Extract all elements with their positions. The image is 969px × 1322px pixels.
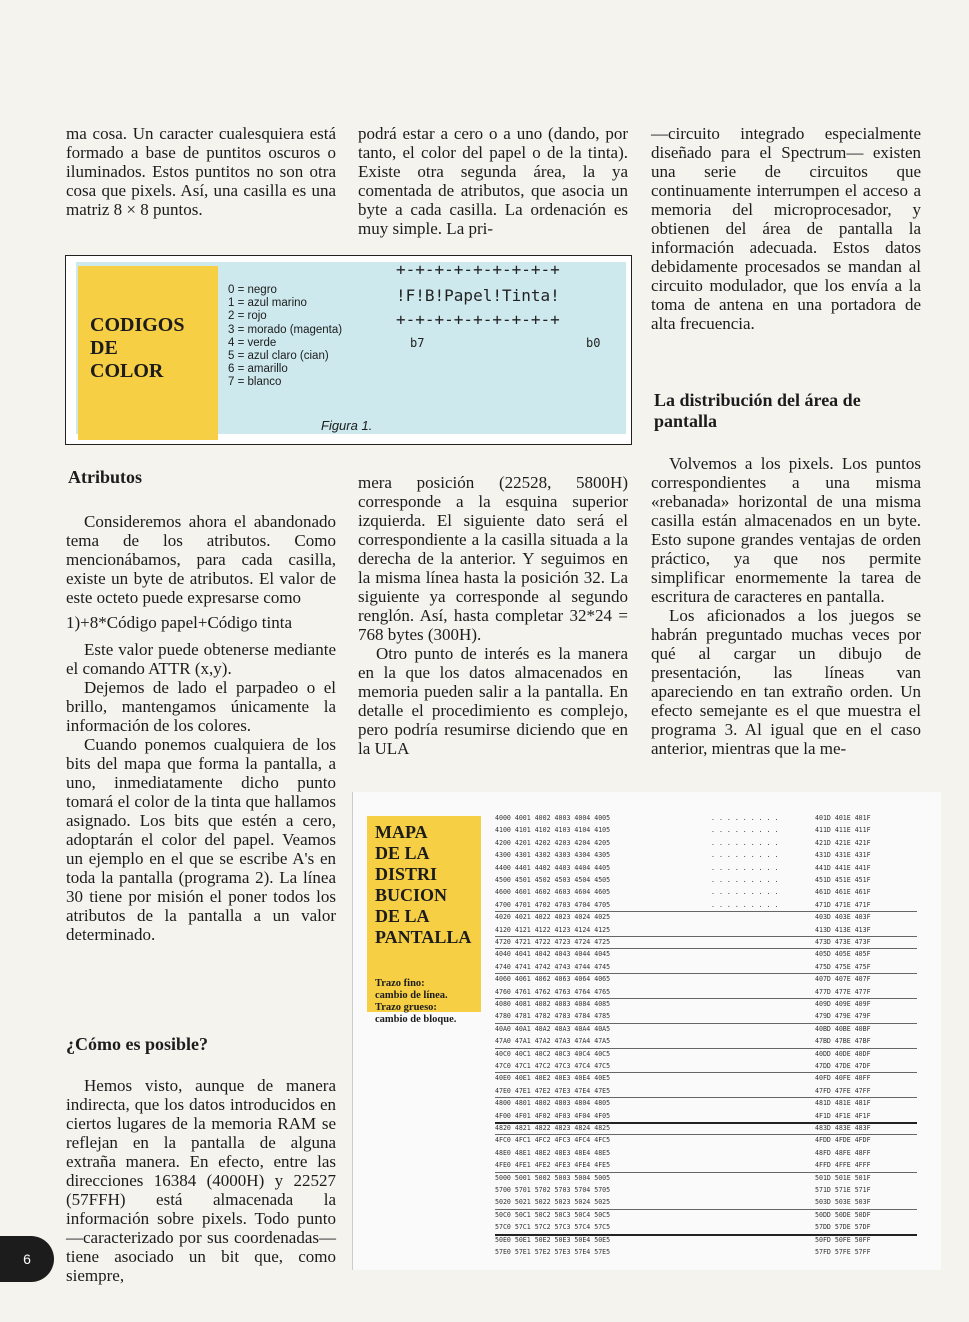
legend-line: cambio de bloque. [375,1014,457,1025]
address-row-left: 48E0 48E1 48E2 48E3 48E4 48E5 [495,1148,611,1157]
address-row-right: 47DD 47DE 47DF [815,1062,871,1070]
paragraph: Este valor puede obtenerse mediante el comando ATTR (x,y). [66,640,336,678]
address-row-right: 411D 411E 411F [815,826,871,835]
address-row-left: 4500 4501 4502 4503 4504 4505 [495,876,611,884]
address-row-right: 421D 421E 421F [815,838,871,847]
legend-line: Trazo grueso: [375,1002,437,1013]
address-row-right: 479D 479E 479F [815,1012,871,1021]
address-row-left: 4600 4601 4602 4603 4604 4605 [495,888,611,897]
page-number: 6 [0,1236,54,1282]
color-code: 4 = verde [228,336,277,349]
section-heading-como: ¿Cómo es posible? [66,1034,209,1054]
paragraph: Consideremos ahora el abandonado tema de los atributos. Como mencionábamos, para cada casilla, existe un byte de atributos. El valor de este octeto puede expresarse como [66,512,336,607]
column2-continuation [358,473,628,758]
column3-distribucion [651,454,921,758]
address-row-left: 4720 4721 4722 4723 4724 4725 [495,938,611,946]
address-row-left: 50E0 50E1 50E2 50E3 50E4 50E5 [495,1235,611,1244]
address-row-left: 4040 4041 4042 4043 4044 4045 [495,950,611,959]
line-separator [495,998,917,999]
address-row-right: 409D 409E 409F [815,1000,871,1008]
address-row-left: 50C0 50C1 50C2 50C3 50C4 50C5 [495,1210,611,1219]
ellipsis-dots: . . . . . . . . . [711,876,779,884]
address-row-left: 47E0 47E1 47E2 47E3 47E4 47E5 [495,1086,611,1095]
line-separator [495,911,917,912]
figure-color-codes [65,255,632,445]
address-row-left: 5020 5021 5022 5023 5024 5025 [495,1198,611,1207]
line-separator [495,936,917,937]
address-row-left: 4F00 4F01 4F02 4F03 4F04 4F05 [495,1111,611,1120]
address-row-right: 407D 407E 407F [815,975,871,984]
address-row-right: 4F1D 4F1E 4F1F [815,1111,871,1120]
address-row-right: 481D 481E 481F [815,1099,871,1108]
address-row-left: 4000 4001 4002 4003 4004 4005 [495,814,611,822]
address-row-left: 4780 4781 4782 4783 4784 4785 [495,1012,611,1021]
address-row-right: 40DD 40DE 40DF [815,1049,871,1058]
address-row-right: 571D 571E 571F [815,1186,871,1194]
address-row-left: 4800 4801 4802 4803 4804 4805 [495,1099,611,1108]
ellipsis-dots: . . . . . . . . . [711,814,779,822]
address-row-right: 475D 475E 475F [815,962,871,971]
address-row-right: 48FD 48FE 48FF [815,1148,871,1157]
address-row-left: 4100 4101 4102 4103 4104 4105 [495,826,611,835]
address-row-right: 40BD 40BE 40BF [815,1024,871,1033]
title-line: MAPA [375,822,428,842]
legend-line: cambio de línea. [375,990,448,1001]
paragraph: ma cosa. Un caracter cualesquiera está formado a base de puntitos oscuros o iluminados. Estos puntitos no son otra cosa que pixels. Así, una casilla es una matriz 8 × 8 puntos. [66,124,336,219]
attribute-byte-layout: !F!B!Papel!Tinta! [396,286,560,305]
figure-screen-memory-map [352,792,941,1270]
paragraph: Hemos visto, aunque de manera indirecta, que los datos introducidos en ciertos lugares de la memoria RAM se reflejan en la pantalla de alguna extraña manera. En efecto, entre las direcciones 16384 (4000H) y 22527 (57FFH) está almacenada la información sobre pixels. Todo punto —caracterizado por sus coordenadas— tiene asociado un bit que, como siempre, [66,1076,336,1285]
color-code: 6 = amarillo [228,363,288,376]
section-heading-distribucion: La distribución del área de pantalla [654,390,861,431]
ellipsis-dots: . . . . . . . . . [711,838,779,847]
paragraph: Los aficionados a los juegos se habrán preguntado muchas veces por qué al cargar un dibujo de presentación, las líneas van apareciendo en tan extraño orden. Un efecto semejante es el que muestra el programa 3. Al igual que en el caso anterior, mientras que la me- [651,606,921,758]
address-row-left: 4120 4121 4122 4123 4124 4125 [495,925,611,934]
line-separator [495,1209,917,1210]
address-row-right: 503D 503E 503F [815,1198,871,1207]
line-separator [495,1048,917,1049]
ellipsis-dots: . . . . . . . . . [711,863,779,872]
address-row-right: 441D 441E 441F [815,863,871,872]
column1-atributos [66,512,336,944]
figure-title-box [367,816,481,1025]
address-row-right: 4FDD 4FDE 4FDF [815,1136,871,1145]
address-row-left: 40C0 40C1 40C2 40C3 40C4 40C5 [495,1049,611,1058]
address-row-left: 4FE0 4FE1 4FE2 4FE3 4FE4 4FE5 [495,1161,611,1170]
column1-como [66,1076,336,1285]
address-row-right: 57FD 57FE 57FF [815,1248,871,1256]
address-row-right: 4FFD 4FFE 4FFF [815,1161,871,1170]
address-row-right: 57DD 57DE 57DF [815,1223,871,1232]
figure-title-box [78,266,218,440]
color-code: 5 = azul claro (cian) [228,350,329,363]
column1-intro [66,124,336,219]
address-row-left: 40E0 40E1 40E2 40E3 40E4 40E5 [495,1074,611,1083]
address-row-right: 47BD 47BE 47BF [815,1037,871,1046]
address-row-left: 4740 4741 4742 4743 4744 4745 [495,962,611,971]
address-row-left: 4020 4021 4022 4023 4024 4025 [495,913,611,922]
address-row-left: 40A0 40A1 40A2 40A3 40A4 40A5 [495,1024,611,1033]
title-line: DE [90,337,118,359]
paragraph: Cuando ponemos cualquiera de los bits del mapa que forma la pantalla, a uno, inmediatamente dicho punto tomará el color de la tinta que hallamos asignado. Los bits que estén a cero, adoptarán el color del papel. Veamos un ejemplo en el que se escribe A's en toda la pantalla (programa 2). La línea 30 tiene por misión el poner todos los atributos de la pantalla a un valor determinado. [66,735,336,944]
ellipsis-dots: . . . . . . . . . [711,851,779,860]
line-separator [495,1172,917,1173]
address-row-right: 50FD 50FE 50FF [815,1235,871,1244]
address-row-right: 50DD 50DE 50DF [815,1210,871,1219]
address-row-right: 403D 403E 403F [815,913,871,922]
line-separator [495,1134,917,1135]
color-code-list [228,284,342,390]
title-line: PANTALLA [375,927,472,947]
address-row-left: 4060 4061 4062 4063 4064 4065 [495,975,611,984]
address-row-left: 4FC0 4FC1 4FC2 4FC3 4FC4 4FC5 [495,1136,611,1145]
address-row-left: 4200 4201 4202 4203 4204 4205 [495,838,611,847]
attribute-border-top: +-+-+-+-+-+-+-+-+ [396,260,560,279]
color-code: 0 = negro [228,284,277,296]
address-row-right: 47FD 47FE 47FF [815,1086,871,1095]
title-line: DE LA [375,906,430,926]
title-line: DISTRI [375,864,438,884]
address-row-right: 483D 483E 483F [815,1124,871,1132]
address-row-left: 4080 4081 4082 4083 4084 4085 [495,1000,611,1008]
address-row-left: 5700 5701 5702 5703 5704 5705 [495,1186,611,1194]
address-row-left: 4400 4401 4402 4403 4404 4405 [495,863,611,872]
figure-caption: Figura 1. [321,418,373,433]
paragraph: Volvemos a los pixels. Los puntos correspondientes a una misma «rebanada» horizontal de una misma casilla están almacenados en un byte. Esto supone grandes ventajas de orden práctico, ya que nos permite simplificar enormemente la tarea de escritura de caracteres en pantalla. [651,454,921,606]
figure-title [375,822,471,948]
address-row-left: 4700 4701 4702 4703 4704 4705 [495,900,611,909]
legend-line: Trazo fino: [375,978,425,989]
address-row-right: 461D 461E 461F [815,888,871,897]
title-line: CODIGOS [90,314,185,336]
paragraph: Otro punto de interés es la manera en la que los datos almacenados en memoria pueden salir a la pantalla. En detalle el procedimiento es complejo, pero podría resumirse diciendo que en la ULA [358,644,628,758]
line-separator [495,1072,917,1073]
address-row-right: 431D 431E 431F [815,851,871,860]
title-line: BUCION [375,885,448,905]
address-row-left: 47C0 47C1 47C2 47C3 47C4 47C5 [495,1062,611,1070]
formula: 1)+8*Código papel+Código tinta [66,613,292,632]
paragraph: —circuito integrado especialmente diseñado para el Spectrum— existen una serie de circuitos que continuamente interrumpen el acceso a memoria del microprocesador, y obtienen del área de pantalla la información adecuada. Estos datos debidamente procesados se mandan al circuito modulador, que los envía a la toma de antena en una portadora de alta frecuencia. [651,124,921,333]
line-separator [495,948,917,949]
paragraph: podrá estar a cero o a uno (dando, por tanto, el color del papel o de la tinta). Existe otra segunda área, la ya comentada de atributos, que asocia un byte a cada casilla. La ordenación es muy simple. La pri- [358,124,628,238]
address-row-left: 57C0 57C1 57C2 57C3 57C4 57C5 [495,1223,611,1232]
address-row-right: 451D 451E 451F [815,876,871,884]
color-code: 1 = azul marino [228,297,307,310]
title-line: COLOR [90,360,164,382]
ellipsis-dots: . . . . . . . . . [711,900,779,909]
address-row-left: 4300 4301 4302 4303 4304 4305 [495,851,611,860]
address-row-left: 4760 4761 4762 4763 4764 4765 [495,987,611,996]
color-code: 2 = rojo [228,310,267,323]
color-code: 3 = morado (magenta) [228,323,343,336]
figure-title [90,314,184,383]
line-separator [495,973,917,974]
address-row-left: 57E0 57E1 57E2 57E3 57E4 57E5 [495,1248,611,1256]
address-row-right: 501D 501E 501F [815,1173,871,1182]
line-separator [495,1023,917,1024]
paragraph: mera posición (22528, 5800H) corresponde a la esquina superior izquierda. El siguiente dato será el correspondiente a la casilla situada a la derecha de la anterior. Y seguimos en la misma línea hasta la posición 32. La siguiente ya corresponde al segundo renglón. Así, hasta completar 32*24 = 768 bytes (300H). [358,473,628,644]
address-row-left: 47A0 47A1 47A2 47A3 47A4 47A5 [495,1037,611,1046]
bit-label-b7: b7 [410,336,425,350]
address-row-right: 471D 471E 471F [815,900,871,909]
bit-label-b0: b0 [586,336,601,350]
paragraph: Dejemos de lado el parpadeo o el brillo, mantengamos únicamente la información de los colores. [66,678,336,735]
title-line: DE LA [375,843,430,863]
address-row-right: 473D 473E 473F [815,938,871,946]
address-row-right: 40FD 40FE 40FF [815,1074,871,1083]
figure-legend [375,978,456,1026]
section-heading-atributos: Atributos [68,467,143,487]
address-row-left: 4820 4821 4822 4823 4824 4825 [495,1124,611,1132]
address-row-right: 477D 477E 477F [815,987,871,996]
address-row-left: 5000 5001 5002 5003 5004 5005 [495,1173,611,1182]
ellipsis-dots: . . . . . . . . . [711,888,779,897]
column3-intro [651,124,921,333]
address-row-right: 405D 405E 405F [815,950,871,959]
color-code: 7 = blanco [228,376,282,389]
attribute-border-bottom: +-+-+-+-+-+-+-+-+ [396,310,560,329]
ellipsis-dots: . . . . . . . . . [711,826,779,835]
address-row-right: 413D 413E 413F [815,925,871,934]
column2-intro [358,124,628,238]
line-separator [495,1097,917,1098]
address-row-right: 401D 401E 401F [815,814,871,822]
